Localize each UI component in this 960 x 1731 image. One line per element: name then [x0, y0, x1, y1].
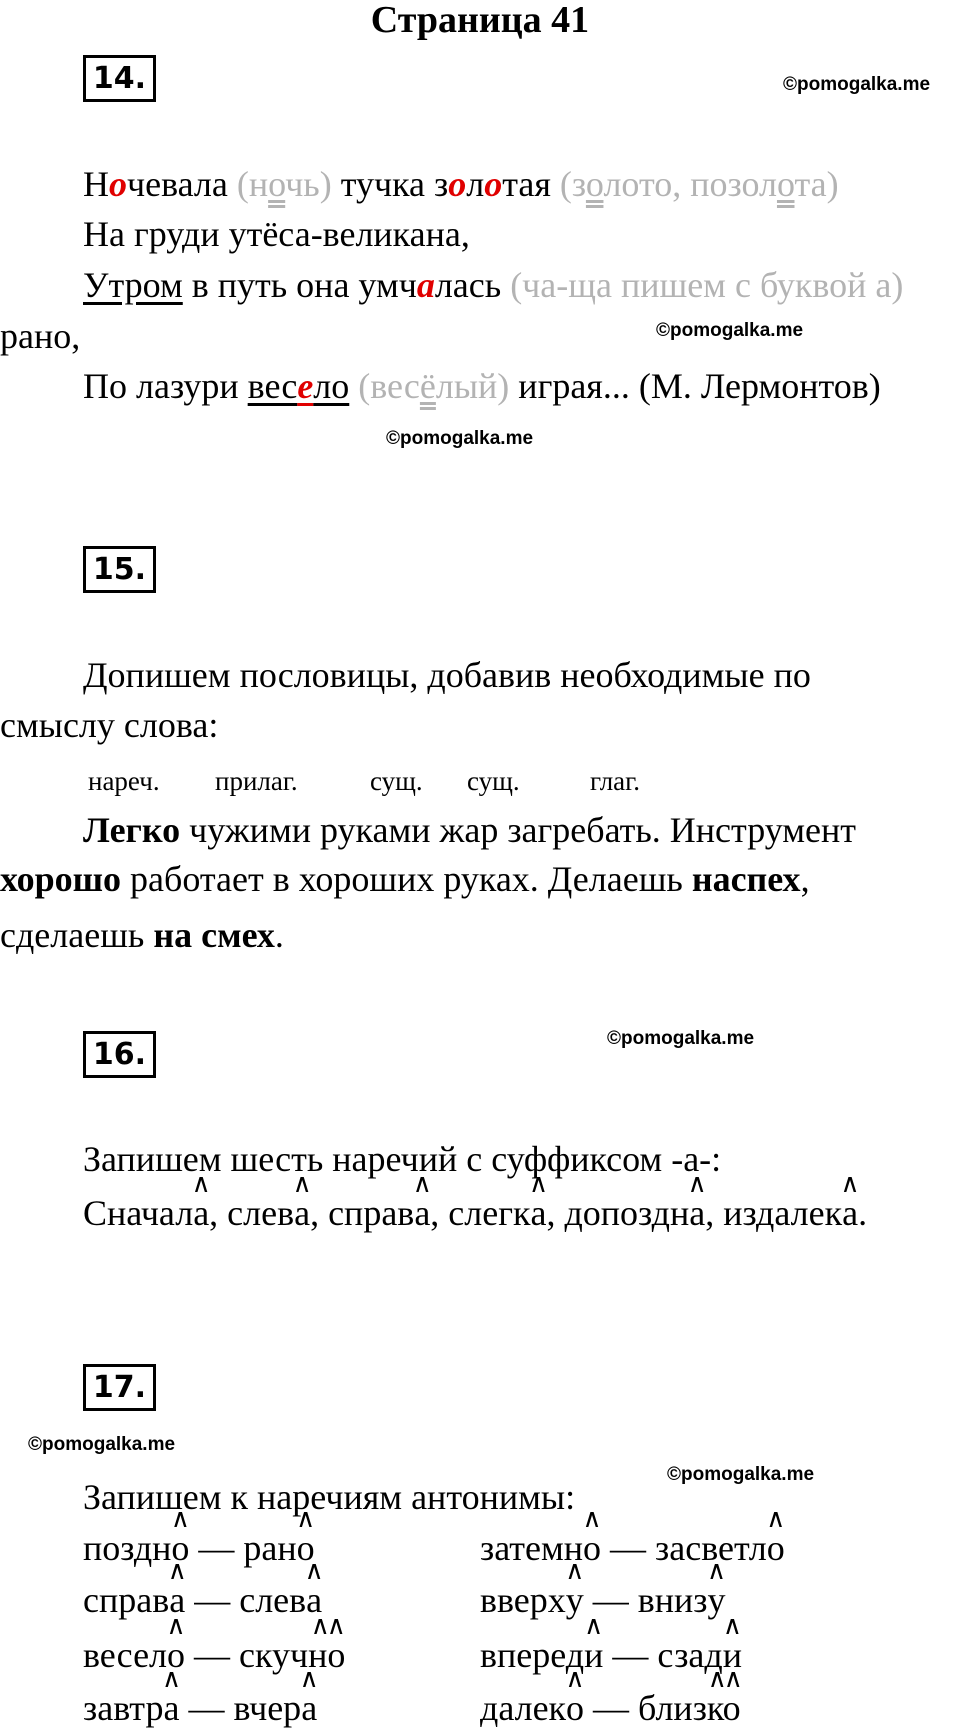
suffix-mark: ∧ у — [708, 1580, 726, 1620]
hint-text: лый) — [435, 366, 510, 406]
word-stem: весел — [83, 1635, 168, 1675]
hint-text: чь) — [285, 164, 332, 204]
text-segment: Утром — [83, 265, 183, 305]
hint-text: (з — [559, 164, 586, 204]
adverb-word — [83, 1193, 209, 1233]
word-stem: издалек — [723, 1193, 843, 1233]
suffix-mark: ∧ а — [306, 1580, 322, 1620]
word-stem: вчер — [233, 1688, 302, 1728]
task-text — [83, 653, 811, 697]
text-segment: ло — [313, 366, 350, 406]
text-segment: сделаешь — [0, 915, 154, 955]
hint-text: о — [776, 164, 795, 204]
exercise-number-14: 14. — [83, 55, 156, 102]
word-stem: завтр — [83, 1688, 164, 1728]
word-stem: справ — [83, 1580, 170, 1620]
adverb-word — [239, 1635, 345, 1675]
suffix-mark: ∧ о — [767, 1528, 785, 1568]
suffix-mark: ∧ о — [566, 1688, 584, 1728]
adverb-word — [480, 1635, 603, 1675]
adverb-word — [480, 1580, 584, 1620]
part-of-speech-label: сущ. — [370, 766, 423, 796]
text-segment: Допишем пословицы, добавив необходимые по — [83, 655, 811, 695]
exercise-number-16: 16. — [83, 1031, 156, 1078]
word-stem: слев — [227, 1193, 295, 1233]
adverb-word — [564, 1193, 705, 1233]
page-title: Страница 41 — [370, 0, 590, 41]
word-stem: ран — [243, 1528, 297, 1568]
text-segment: рано, — [0, 316, 81, 356]
word-stem: затемн — [480, 1528, 584, 1568]
word-stem: вниз — [637, 1580, 708, 1620]
exercise-number-15: 15. — [83, 546, 156, 593]
adverb-word — [239, 1580, 322, 1620]
watermark: ©pomogalka.me — [783, 74, 931, 95]
text-segment: По лазури — [83, 366, 248, 406]
adverb-word — [638, 1580, 726, 1620]
adverb-word — [227, 1193, 310, 1233]
antonym-pair: поздн∧ о — ран∧ о — [83, 1526, 315, 1570]
antonym-pair: вперед∧ и — сзад∧ и — [480, 1633, 742, 1677]
adverb-word — [480, 1688, 584, 1728]
antonym-pair: далек∧ о — близ∧∧ ко — [480, 1686, 741, 1730]
part-of-speech-label: нареч. — [88, 766, 160, 796]
highlighted-letter: е — [297, 366, 314, 406]
inserted-word: Легко — [83, 810, 181, 850]
hint-text: (вес — [349, 366, 420, 406]
suffix-mark: ∧ а — [842, 1193, 858, 1233]
watermark: ©pomogalka.me — [656, 320, 804, 341]
suffix-mark: ∧ а — [689, 1193, 705, 1233]
adverb-word — [448, 1193, 546, 1233]
suffix-mark: ∧ о — [297, 1528, 315, 1568]
hint-text: (н — [236, 164, 269, 204]
poem-line-2 — [83, 212, 470, 256]
inserted-word: на смех — [153, 915, 275, 955]
watermark: ©pomogalka.me — [386, 428, 534, 449]
word-stem: скуч — [239, 1635, 309, 1675]
adverb-word — [723, 1193, 858, 1233]
word-stem: слев — [239, 1580, 307, 1620]
task-text: Запишем шесть наречий с суффиксом -а-: — [83, 1139, 722, 1179]
adverb-list: Сначал∧ а, слев∧ а, справ∧ а, слегк∧ а, допоздн∧ а, издалек∧ а. — [83, 1191, 867, 1235]
watermark: ©pomogalka.me — [28, 1434, 176, 1455]
poem-line-4 — [83, 364, 881, 408]
task-text — [0, 703, 218, 747]
suffix-mark: ∧ и — [584, 1635, 603, 1675]
suffix-mark: ∧ о — [171, 1528, 189, 1568]
watermark: ©pomogalka.me — [607, 1028, 755, 1049]
text-segment: играя... (М. Лермонтов) — [509, 366, 881, 406]
watermark: ©pomogalka.me — [667, 1464, 815, 1485]
word-stem: поздн — [83, 1528, 172, 1568]
word-stem: Сначал — [83, 1193, 194, 1233]
word-stem: сзад — [657, 1635, 723, 1675]
word-stem: вверх — [480, 1580, 566, 1620]
adverb-word — [83, 1688, 179, 1728]
highlighted-letter: о — [109, 164, 127, 204]
highlighted-letter: о — [484, 164, 503, 204]
word-stem: вперед — [480, 1635, 585, 1675]
word-stem: справ — [328, 1193, 415, 1233]
adverb-word — [328, 1193, 430, 1233]
text-segment: , — [800, 859, 810, 899]
suffix-mark: ∧ и — [723, 1635, 742, 1675]
suffix-mark: ∧ а — [193, 1193, 209, 1233]
word-stem: далек — [480, 1688, 567, 1728]
suffix-mark: ∧ а — [163, 1688, 179, 1728]
antonym-pair: вверх∧ у — вниз∧ у — [480, 1578, 726, 1622]
part-of-speech-label: прилаг. — [215, 766, 298, 796]
antonym-pair: завтр∧ а — вчер∧ а — [83, 1686, 317, 1730]
suffix-mark: ∧ у — [566, 1580, 584, 1620]
exercise-number-17: 17. — [83, 1364, 156, 1411]
suffix-mark: ∧ о — [167, 1635, 185, 1675]
adverb-word — [638, 1688, 741, 1728]
hint-text: лото, позол — [603, 164, 777, 204]
text-segment: смыслу слова: — [0, 705, 219, 745]
poem-line-3 — [83, 263, 903, 307]
word-stem: близ — [638, 1688, 707, 1728]
text-segment: На груди утёса-великана, — [83, 214, 470, 254]
suffix-mark: ∧ а — [169, 1580, 185, 1620]
text-segment: чужими руками жар загребать. Инструмент — [180, 810, 857, 850]
suffix-mark: ∧ о — [583, 1528, 601, 1568]
antonym-pair: весел∧ о — скуч∧∧ но — [83, 1633, 345, 1677]
text-segment: Н — [83, 164, 109, 204]
text-segment: в путь она умч — [182, 265, 417, 305]
word-stem: допоздн — [564, 1193, 690, 1233]
suffix-mark: ∧∧ ко — [707, 1688, 741, 1728]
suffix-mark: ∧∧ но — [308, 1635, 345, 1675]
hint-text: о — [585, 164, 604, 204]
poem-line-1 — [83, 162, 839, 206]
antonym-pair: справ∧ а — слев∧ а — [83, 1578, 322, 1622]
suffix-mark: ∧ а — [530, 1193, 546, 1233]
hint-text: (ча-ща пишем с буквой а) — [510, 265, 904, 305]
text-segment: вес — [247, 366, 298, 406]
text-segment: . — [274, 915, 284, 955]
proverb-line — [0, 857, 810, 901]
task-text: Запишем к наречиям антонимы: — [83, 1477, 576, 1517]
suffix-mark: ∧ а — [301, 1688, 317, 1728]
word-stem: слегк — [448, 1193, 531, 1233]
hint-text: та) — [794, 164, 839, 204]
part-of-speech-label: сущ. — [467, 766, 520, 796]
hint-text: о — [268, 164, 286, 204]
highlighted-letter: о — [448, 164, 467, 204]
text-segment: работает в хороших руках. Делаешь — [121, 859, 692, 899]
suffix-mark: ∧ а — [414, 1193, 430, 1233]
text-segment: чевала — [127, 164, 237, 204]
word-stem: засветл — [655, 1528, 767, 1568]
highlighted-letter: а — [416, 265, 435, 305]
adverb-word — [233, 1688, 317, 1728]
text-segment: тая — [502, 164, 560, 204]
text-segment: л — [466, 164, 485, 204]
hint-text: ё — [419, 366, 436, 406]
text-segment: тучка з — [331, 164, 449, 204]
antonym-pair: затемн∧ о — засветл∧ о — [480, 1526, 785, 1570]
inserted-word: хорошо — [0, 859, 122, 899]
text-segment: лась — [434, 265, 511, 305]
poem-line-3-wrap — [0, 314, 80, 358]
proverb-line — [83, 808, 856, 852]
inserted-word: наспех — [691, 859, 801, 899]
proverb-line — [0, 913, 284, 957]
suffix-mark: ∧ а — [294, 1193, 310, 1233]
part-of-speech-label: глаг. — [590, 766, 640, 796]
